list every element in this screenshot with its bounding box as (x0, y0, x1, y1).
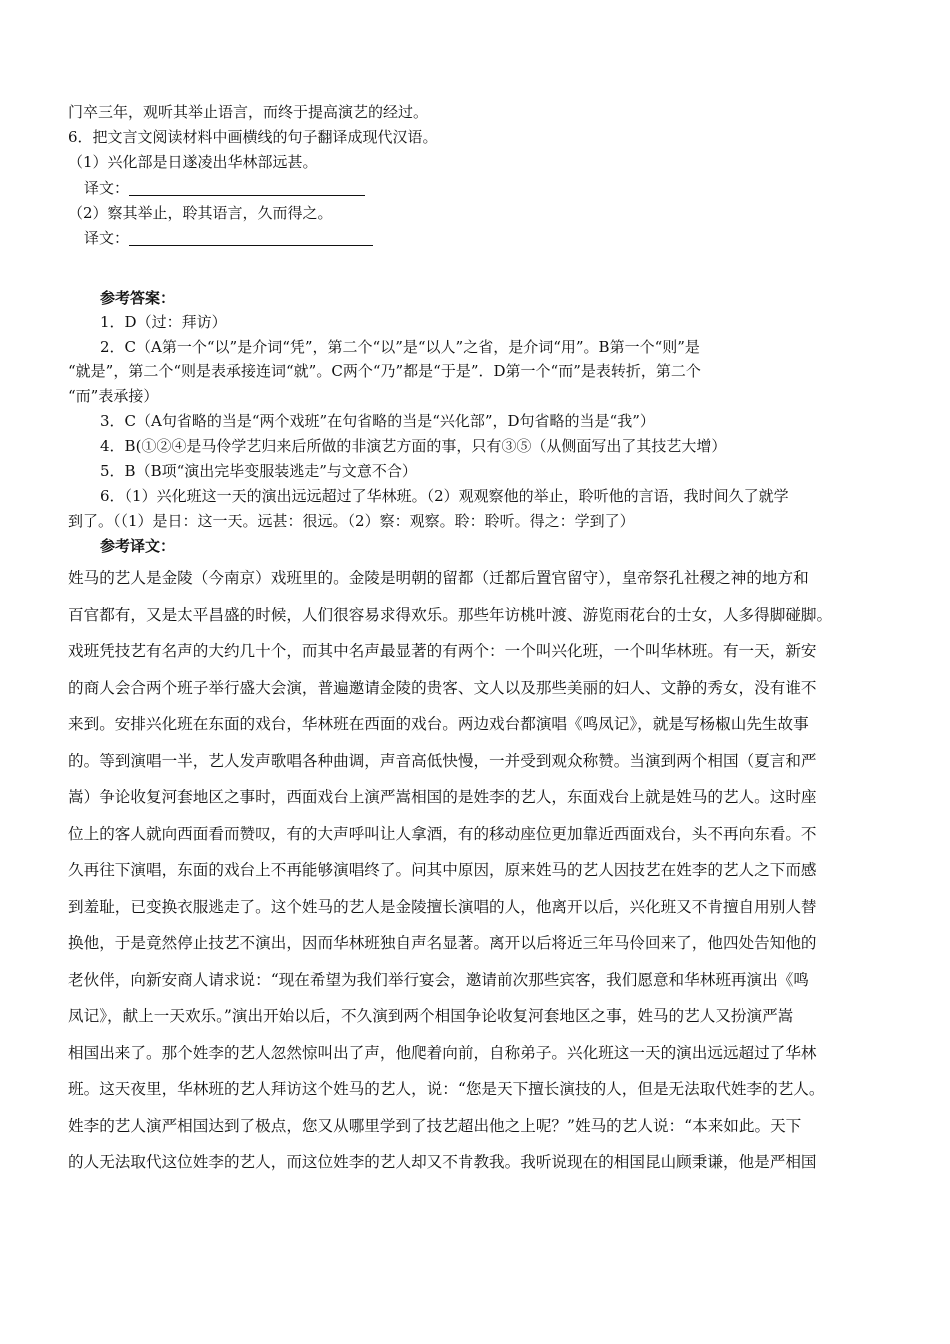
translation-line: 的。等到演唱一半，艺人发声歌唱各种曲调，声音高低快慢，一并受到观众称赞。当演到两个相国（夏言和严 (68, 752, 817, 770)
translation-line: 姓马的艺人是金陵（今南京）戏班里的。金陵是明朝的留都（迁都后置官留守），皇帝祭孔社稷之神的地方和 (68, 569, 809, 587)
translation-line: 姓李的艺人演严相国达到了极点，您又从哪里学到了技艺超出他之上呢？”姓马的艺人说：“本来如此。天下 (68, 1117, 802, 1135)
question-6-title: 6．把文言文阅读材料中画横线的句子翻译成现代汉语。 (68, 128, 438, 146)
translation-line: 凤记》，献上一天欢乐。”演出开始以后，不久演到两个相国争论收复河套地区之事，姓马的艺人又扮演严嵩 (68, 1007, 794, 1025)
translation-line: 换他，于是竟然停止技艺不演出，因而华林班独自声名显著。离开以后将近三年马伶回来了，他四处告知他的 (68, 934, 817, 952)
answer-4: 4．B(①②④是马伶学艺归来后所做的非演艺方面的事，只有③⑤（从侧面写出了其技艺大增） (100, 437, 727, 455)
translation-line: 到羞耻，已变换衣服逃走了。这个姓马的艺人是金陵擅长演唱的人，他离开以后，兴化班又不肯擅自用别人替 (68, 898, 817, 916)
translation-line: 老伙伴，向新安商人请求说：“现在希望为我们举行宴会，邀请前次那些宾客，我们愿意和华林班再演出《鸣 (68, 971, 809, 989)
translation-heading: 参考译文： (100, 537, 176, 555)
answer-blank-2 (129, 229, 373, 246)
translation-line: 百官都有，又是太平昌盛的时候，人们很容易求得欢乐。那些年访桃叶渡、游览雨花台的士女，人多得脚碰脚。 (68, 606, 833, 624)
translation-answer-2 (84, 226, 890, 250)
translation-line: 位上的客人就向西面看而赞叹，有的大声呼叫让人拿酒，有的移动座位更加靠近西面戏台，头不再向东看。不 (68, 825, 817, 843)
translation-answer-1 (84, 176, 890, 200)
translation-line: 班。这天夜里，华林班的艺人拜访这个姓马的艺人，说：“您是天下擅长演技的人，但是无法取代姓李的艺人。 (68, 1080, 825, 1098)
answer-5: 5．B（B项“演出完毕变服装逃走”与文意不合） (100, 462, 417, 480)
answer-1: 1．D（过：拜访） (100, 313, 227, 331)
question-6-1: （1）兴化部是日遂凌出华林部远甚。 (68, 153, 318, 171)
translation-label: 译文： (84, 229, 130, 247)
translation-line: 来到。安排兴化班在东面的戏台，华林班在西面的戏台。两边戏台都演唱《鸣凤记》，就是写杨椒山先生故事 (68, 715, 809, 733)
answers-heading: 参考答案： (100, 289, 176, 307)
answer-3: 3．C（A句省略的当是“两个戏班”在句省略的当是“兴化部”，D句省略的当是“我”） (100, 412, 655, 430)
question-intro-tail: 门卒三年，观听其举止语言，而终于提高演艺的经过。 (68, 103, 429, 121)
translation-line: 的商人会合两个班子举行盛大会演，普遍邀请金陵的贵客、文人以及那些美丽的妇人、文静的秀女，没有谁不 (68, 679, 817, 697)
translation-line: 的人无法取代这位姓李的艺人，而这位姓李的艺人却又不肯教我。我听说现在的相国昆山顾秉谦，他是严相国 (68, 1153, 817, 1171)
answer-2-line-2: “就是”，第二个“则是表承接连词“就”。C两个“乃”都是“于是”．D第一个“而”是表转折，第二个 (68, 362, 701, 380)
translation-line: 相国出来了。那个姓李的艺人忽然惊叫出了声，他爬着向前，自称弟子。兴化班这一天的演出远远超过了华林 (68, 1044, 817, 1062)
translation-line: 戏班凭技艺有名声的大约几十个，而其中名声最显著的有两个：一个叫兴化班，一个叫华林班。有一天，新安 (68, 642, 817, 660)
answer-2-line-1: 2．C（A第一个“以”是介词“凭”，第二个“以”是“以人”之省，是介词“用”。B第一个“则”是 (100, 338, 700, 356)
question-6-2: （2）察其举止，聆其语言，久而得之。 (68, 204, 333, 222)
translation-line: 久再往下演唱，东面的戏台上不再能够演唱终了。问其中原因，原来姓马的艺人因技艺在姓李的艺人之下而感 (68, 861, 817, 879)
answer-blank-1 (129, 179, 365, 196)
translation-label: 译文： (84, 179, 130, 197)
answer-6-line-1: 6．（1）兴化班这一天的演出远远超过了华林班。（2）观观察他的举止，聆听他的言语，我时间久了就学 (100, 487, 789, 505)
answer-2-line-3: “而”表承接） (68, 387, 159, 405)
translation-line: 嵩）争论收复河套地区之事时，西面戏台上演严嵩相国的是姓李的艺人，东面戏台上就是姓马的艺人。这时座 (68, 788, 817, 806)
answer-6-line-2: 到了。（（1）是日：这一天。远甚：很远。（2）察：观察。聆：聆听。得之：学到了） (68, 512, 635, 530)
